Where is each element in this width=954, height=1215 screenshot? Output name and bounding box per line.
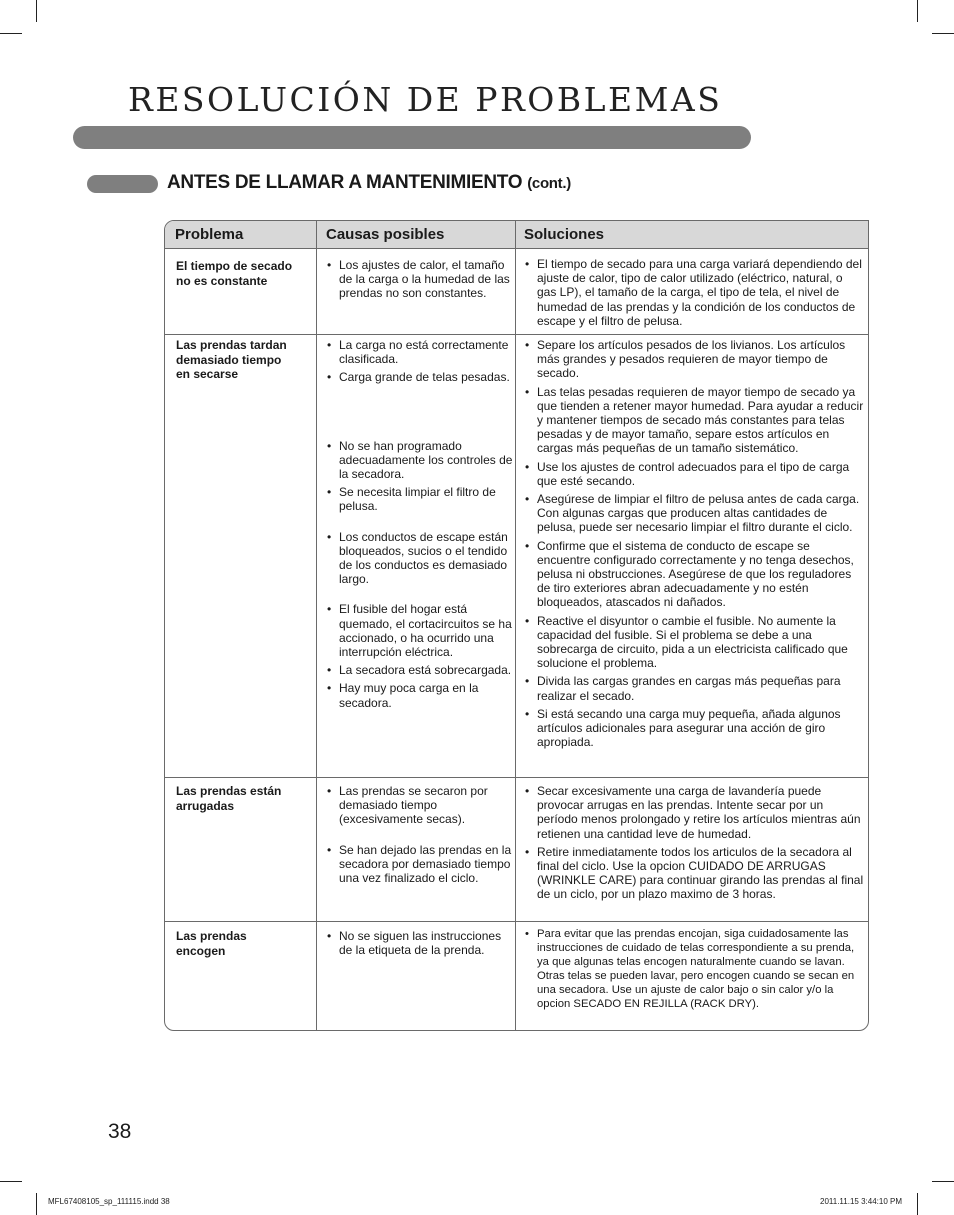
- solution-item: • Si está secando una carga muy pequeña, añada algunos artículos adicionales para asegurar una acción de giro apropiada.: [523, 707, 865, 750]
- cause-item: • Los ajustes de calor, el tamaño de la carga o la humedad de las prendas no son constantes.: [325, 258, 513, 301]
- problem-cell: Las prendas tardan demasiado tiempo en secarse: [176, 338, 287, 382]
- solutions-cell: [523, 928, 865, 1015]
- section-heading: [167, 172, 571, 194]
- solution-item: • Divida las cargas grandes en cargas más pequeñas para realizar el secado.: [523, 674, 865, 702]
- problem-cell: Las prendas encogen: [176, 929, 247, 958]
- footer-file-info: MFL67408105_sp_111115.indd 38: [48, 1197, 170, 1206]
- cause-item: • La secadora está sobrecargada.: [325, 663, 513, 677]
- row-divider: [165, 921, 868, 922]
- cause-item: • Los conductos de escape están bloqueados, sucios o el tendido de los conductos es demasiado largo.: [325, 530, 513, 587]
- cause-item: • La carga no está correctamente clasificada.: [325, 338, 513, 366]
- solutions-cell: [523, 784, 865, 906]
- cause-item: • Se necesita limpiar el filtro de pelusa.: [325, 485, 513, 513]
- solutions-cell: [523, 338, 865, 753]
- section-heading-text: ANTES DE LLAMAR A MANTENIMIENTO: [167, 172, 523, 193]
- column-divider: [316, 221, 317, 1030]
- crop-mark: [36, 1193, 37, 1215]
- causes-cell: [325, 784, 513, 889]
- crop-mark: [932, 33, 954, 34]
- solution-item: • Las telas pesadas requieren de mayor tiempo de secado ya que tienden a retener mayor humedad. Para ayudar a reducir y mantener tiempos de secado más constantes para telas pesadas y de mayor tamaño, separe estos artículos en cargas más pequeñas de un tamaño sistemático.: [523, 385, 865, 456]
- solution-item: • Separe los artículos pesados de los livianos. Los artículos más grandes y pesados requieren de mayor tiempo de secado.: [523, 338, 865, 381]
- causes-cell: [325, 258, 513, 305]
- column-divider: [515, 221, 516, 1030]
- solution-item: • Asegúrese de limpiar el filtro de pelusa antes de cada carga. Con algunas cargas que producen altas cantidades de pelusa, puede ser necesario limpiar el filtro durante el ciclo.: [523, 492, 865, 535]
- cause-item: • No se siguen las instrucciones de la etiqueta de la prenda.: [325, 929, 513, 957]
- crop-mark: [932, 1181, 954, 1182]
- cause-item: • El fusible del hogar está quemado, el cortacircuitos se ha accionado, o ha ocurrido una interrupción eléctrica.: [325, 602, 513, 659]
- solutions-cell: [523, 257, 865, 332]
- causes-cell: [325, 338, 513, 714]
- solution-item: • Confirme que el sistema de conducto de escape se encuentre configurado correctamente y no tenga desechos, pelusa ni obstrucciones. Asegúrese de que los reguladores de tiro exteriores abran adecuadamente y no estén bloqueados, atascados ni dañados.: [523, 539, 865, 610]
- title-underline-bar: [73, 126, 751, 149]
- header-solutions: Soluciones: [524, 226, 605, 243]
- causes-cell: [325, 929, 513, 961]
- crop-mark: [917, 1193, 918, 1215]
- solution-item: • Para evitar que las prendas encojan, siga cuidadosamente las instrucciones de cuidado de telas correspondiente a su prenda, ya que algunas telas encogen naturalmente cuando se lavan. Otras telas se pueden lavar, pero encogen cuando se secan en una secadora. Use un ajuste de calor bajo o sin calor y/o la opcion SECADO EN REJILLA (RACK DRY).: [523, 928, 865, 1011]
- solution-item: • Retire inmediatamente todos los articulos de la secadora al final del ciclo. Use la opcion CUIDADO DE ARRUGAS (WRINKLE CARE) para continuar girando las prendas al final de un ciclo, por un plazo maximo de 3 horas.: [523, 845, 865, 902]
- crop-mark: [0, 1181, 22, 1182]
- cause-item: • Hay muy poca carga en la secadora.: [325, 681, 513, 709]
- page-number: 38: [108, 1120, 132, 1143]
- solution-item: • Reactive el disyuntor o cambie el fusible. No aumente la capacidad del fusible. Si el problema se debe a una sobrecarga de circuito, pida a un electricista calificado que solucione el problema.: [523, 614, 865, 671]
- crop-mark: [36, 0, 37, 22]
- table-header: [165, 221, 868, 249]
- page-title: RESOLUCIÓN DE PROBLEMAS: [128, 80, 723, 119]
- row-divider: [165, 777, 868, 778]
- header-causes: Causas posibles: [326, 226, 445, 243]
- crop-mark: [0, 33, 22, 34]
- troubleshooting-table: [164, 220, 869, 1031]
- header-problem: Problema: [175, 226, 244, 243]
- cause-item: • Se han dejado las prendas en la secadora por demasiado tiempo una vez finalizado el ciclo.: [325, 843, 513, 886]
- cause-item: • No se han programado adecuadamente los controles de la secadora.: [325, 439, 513, 482]
- solution-item: • Secar excesivamente una carga de lavandería puede provocar arrugas en las prendas. Intente secar por un período menos prolongado y retire los artículos mientras aún retienen una cantidad leve de humedad.: [523, 784, 865, 841]
- section-heading-suffix: (cont.): [527, 175, 571, 192]
- solution-item: • Use los ajustes de control adecuados para el tipo de carga que esté secando.: [523, 460, 865, 488]
- crop-mark: [917, 0, 918, 22]
- footer-timestamp: 2011.11.15 3:44:10 PM: [820, 1197, 902, 1206]
- cause-item: • Las prendas se secaron por demasiado tiempo (excesivamente secas).: [325, 784, 513, 827]
- cause-item: • Carga grande de telas pesadas.: [325, 370, 513, 384]
- section-marker: [87, 175, 158, 193]
- problem-cell: El tiempo de secado no es constante: [176, 259, 293, 288]
- row-divider: [165, 334, 868, 335]
- solution-item: • El tiempo de secado para una carga variará dependiendo del ajuste de calor, tipo de calor utilizado (eléctrico, natural, o gas LP), el tamaño de la carga, el tipo de tela, el nivel de humedad de las prendas y la condición de los conductos de escape y el filtro de pelusa.: [523, 257, 865, 328]
- problem-cell: Las prendas están arrugadas: [176, 784, 282, 813]
